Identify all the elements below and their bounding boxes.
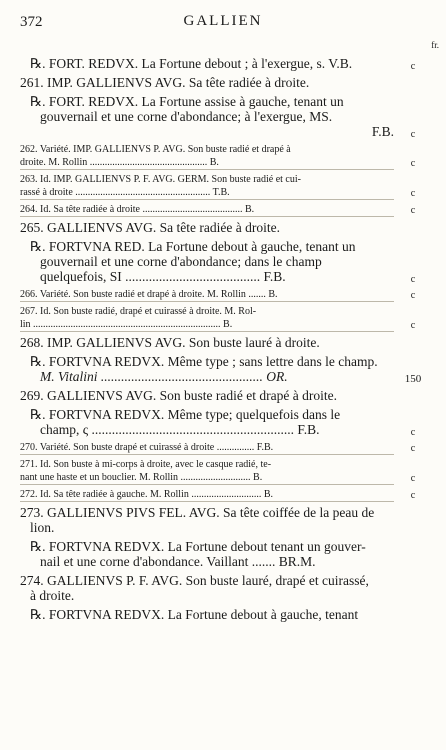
entry-line: ℞. FORTVNA REDVX. Même type ; sans lettre dans le champ. (30, 354, 378, 369)
rarity-value: c (410, 443, 416, 454)
entry-line: 261. IMP. GALLIENVS AVG. Sa tête radiée à droite. (20, 75, 310, 90)
entry-line: lion. (30, 520, 55, 535)
rarity-value: c (410, 129, 416, 140)
entry-273 (20, 505, 394, 535)
entry-line: 268. IMP. GALLIENVS AVG. Son buste lauré à droite. (20, 335, 320, 350)
entry-271 (20, 458, 416, 485)
entry-line: 264. Id. Sa tête radiée à droite ........................................ B. (20, 204, 255, 215)
entry-line: nant une haste et un bouclier. M. Rollin ............................ B. (20, 472, 263, 483)
entry-266 (20, 288, 416, 302)
entry-line: ℞. FORTVNA REDVX. Même type; quelquefois dans le (30, 407, 341, 422)
entry-268 (20, 335, 394, 350)
entry-272 (20, 488, 416, 502)
entry-line: ℞. FORT. REDVX. La Fortune debout ; à l'exergue, s. V.B. (30, 56, 353, 71)
entry-line: 272. Id. Sa tête radiée à gauche. M. Rollin ............................ B. (20, 489, 274, 500)
entry-262 (20, 143, 416, 170)
rarity-value: c (410, 290, 416, 301)
column-label: fr. (431, 40, 439, 50)
entry-line: 273. GALLIENVS PIVS FEL. AVG. Sa tête coiffée de la peau de (20, 505, 375, 520)
entry-line: 269. GALLIENVS AVG. Son buste radié et drapé à droite. (20, 388, 337, 403)
entry-line: 266. Variété. Son buste radié et drapé à droite. M. Rollin ....... B. (20, 289, 278, 300)
entry-line: nail et une corne d'abondance. Vaillant ....... BR.M. (40, 554, 316, 569)
rarity-value: c (410, 473, 416, 484)
entry-line: champ, ς ............................................................ F.B. (40, 422, 320, 437)
entry-274-reverse (20, 607, 394, 622)
rarity-value: c (410, 490, 416, 501)
entry-line: 263. Id. IMP. GALLIENVS P. F. AVG. GERM. Son buste radié et cui- (20, 174, 301, 185)
entry-line: rassé à droite ...................................................... T.B. (20, 187, 230, 198)
rarity-value: c (410, 61, 416, 72)
entry-line: ℞. FORTVNA REDVX. La Fortune debout à gauche, tenant (30, 607, 359, 622)
entry-263 (20, 173, 416, 200)
page-number: 372 (20, 14, 43, 30)
entry-261-reverse (20, 94, 416, 140)
entry-line: 265. GALLIENVS AVG. Sa tête radiée à droite. (20, 220, 280, 235)
entry-line: ℞. FORTVNA RED. La Fortune debout à gauche, tenant un (30, 239, 356, 254)
entry-line: ℞. FORTVNA REDVX. La Fortune debout tenant un gouver- (30, 539, 366, 554)
rarity-value: c (410, 320, 416, 331)
page-header (0, 12, 446, 50)
rarity-value: c (410, 427, 416, 438)
entry-274 (20, 573, 394, 603)
entry-line: gouvernail et une corne d'abondance; dans le champ (40, 254, 322, 269)
entry-269 (20, 388, 394, 403)
entry-line: 270. Variété. Son buste drapé et cuirassé à droite ............... F.B. (20, 442, 274, 453)
entry-273-reverse (20, 539, 394, 569)
rarity-value: c (410, 205, 416, 216)
entry-270 (20, 441, 416, 455)
entry-261 (20, 75, 394, 90)
entry-265 (20, 220, 394, 235)
entry-line: M. Vitalini ................................................ OR. (40, 369, 288, 384)
entry-line: F.B. (371, 124, 394, 139)
entry-line: lin ........................................................................... B. (20, 319, 233, 330)
rarity-value: 150 (404, 373, 422, 385)
rarity-value: c (410, 188, 416, 199)
catalogue-entries (20, 56, 422, 626)
entry-reverse (20, 56, 416, 72)
entry-line: 262. Variété. IMP. GALLIENVS P. AVG. Son buste radié et drapé à (20, 144, 291, 155)
entry-264 (20, 203, 416, 217)
entry-265-reverse (20, 239, 416, 285)
running-title: GALLIEN (183, 13, 263, 29)
entry-line: gouvernail et une corne d'abondance; à l'exergue, MS. (40, 109, 333, 124)
entry-268-reverse (20, 354, 422, 385)
entry-267 (20, 305, 416, 332)
entry-line: à droite. (30, 588, 75, 603)
entry-line: 274. GALLIENVS P. F. AVG. Son buste lauré, drapé et cuirassé, (20, 573, 369, 588)
entry-line: quelquefois, SI ........................................ F.B. (40, 269, 286, 284)
rarity-value: c (410, 158, 416, 169)
entry-line: ℞. FORT. REDVX. La Fortune assise à gauche, tenant un (30, 94, 344, 109)
entry-line: droite. M. Rollin ............................................... B. (20, 157, 219, 168)
entry-line: 267. Id. Son buste radié, drapé et cuirassé à droite. M. Rol- (20, 306, 257, 317)
entry-line: 271. Id. Son buste à mi-corps à droite, avec le casque radié, te- (20, 459, 272, 470)
rarity-value: c (410, 274, 416, 285)
entry-269-reverse (20, 407, 416, 438)
